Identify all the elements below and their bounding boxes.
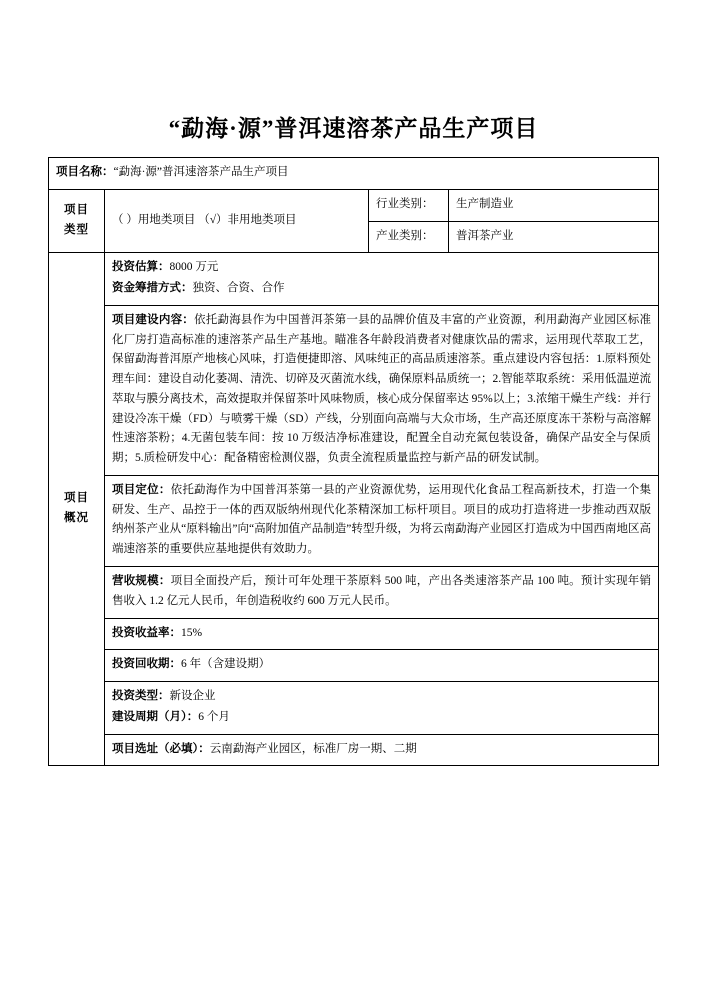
content-value: 依托勐海县作为中国普洱茶第一县的品牌价值及丰富的产业资源，利用勐海产业园区标准化厂房打造高标准的速溶茶产品生产基地。瞄准各年龄段消费者对健康饮品的需求，运用现代萃取工艺，保留勐海普洱原产地核心风味，打造便捷即溶、风味纯正的高品质速溶茶。重点建设内容包括：1.原料预处理车间：建设自动化萎凋、清洗、切碎及灭菌流水线，确保原料品质统一；2.智能萃取系统：采用低温逆流萃取与膜分离技术，高效提取并保留茶叶风味物质，核心成分保留率达 95%以上；3.浓缩干燥生产线：并行建设冷冻干燥（FD）与喷雾干燥（SD）产线，分别面向高端与大众市场，生产高还原度冻干茶粉与高溶解性速溶茶粉；4.无菌包装车间：按 10 万级洁净标准建设，配置全自动充氮包装设备，确保产品安全与保质期；5.质检研发中心：配备精密检测仪器，负责全流程质量监控与新产品的研发试制。 [111, 313, 652, 465]
investment-estimate-line [112, 258, 651, 278]
project-type-label-line1: 项目 [63, 203, 89, 216]
funding-line [112, 279, 651, 299]
investment-estimate-value: 8000 万元 [169, 261, 219, 274]
roi-value: 15% [180, 626, 203, 639]
roi-line [112, 624, 651, 644]
project-type-value: （ ）用地类项目 （√）非用地类项目 [104, 189, 368, 253]
scale-label: 营收规模： [111, 575, 171, 588]
overview-label-line2: 概况 [63, 511, 89, 524]
project-name-value: “勐海·源”普洱速溶茶产品生产项目 [113, 166, 289, 178]
positioning-cell [104, 475, 658, 566]
invest-type-line [112, 687, 651, 707]
industry-sector-value: 普洱茶产业 [448, 221, 658, 253]
page-title: “勐海·源”普洱速溶茶产品生产项目 [168, 116, 539, 141]
content-cell [104, 305, 658, 475]
investment-cell [104, 253, 658, 306]
table-row-project-name [48, 158, 658, 190]
content-paragraph [112, 311, 651, 469]
payback-cell [104, 650, 658, 682]
table-row-investment [48, 253, 658, 306]
table-row-content [48, 305, 658, 475]
roi-cell [104, 618, 658, 650]
payback-label: 投资回收期： [111, 658, 181, 671]
industry-category-value: 生产制造业 [448, 189, 658, 221]
investment-estimate-label: 投资估算： [111, 261, 170, 274]
content-label: 项目建设内容： [111, 313, 195, 326]
funding-value: 独资、合资、合作 [192, 282, 285, 295]
payback-value: 6 年（含建设期） [180, 658, 271, 671]
table-row-payback [48, 650, 658, 682]
roi-label: 投资收益率： [111, 626, 181, 639]
overview-label [48, 253, 104, 766]
industry-sector-label: 产业类别： [368, 221, 448, 253]
table-row-site [48, 734, 658, 766]
scale-cell [104, 567, 658, 619]
scale-paragraph [112, 572, 651, 612]
project-type-label [48, 189, 104, 253]
site-value: 云南勐海产业园区，标准厂房一期、二期 [209, 742, 417, 755]
project-name-cell [48, 158, 658, 190]
positioning-value: 依托勐海作为中国普洱茶第一县的产业资源优势，运用现代化食品工程高新技术，打造一个集研发、生产、品控于一体的西双版纳州现代化茶精深加工标杆项目。项目的成功打造将进一步推动西双版纳州茶产业从“原料输出”向“高附加值产品制造”转型升级，为将云南勐海产业园区打造成为中国西南地区高端速溶茶的重要供应基地提供有效助力。 [111, 483, 652, 556]
site-cell [104, 734, 658, 766]
positioning-label: 项目定位： [111, 483, 171, 496]
table-row-project-type [48, 189, 658, 221]
scale-value: 项目全面投产后，预计可年处理干茶原料 500 吨，产出各类速溶茶产品 100 吨。预计实现年销售收入 1.2 亿元人民币，年创造税收约 600 万元人民币。 [111, 575, 652, 607]
funding-label: 资金筹措方式： [111, 282, 193, 295]
payback-line [112, 655, 651, 675]
table-row-positioning [48, 475, 658, 566]
invest-type-label: 投资类型： [111, 690, 170, 703]
period-label: 建设周期（月）： [111, 710, 199, 723]
invest-type-cell [104, 682, 658, 735]
table-row-invest-type [48, 682, 658, 735]
period-value: 6 个月 [198, 710, 230, 723]
overview-label-line1: 项目 [63, 492, 89, 505]
project-type-label-line2: 类型 [63, 223, 89, 236]
invest-type-value: 新设企业 [169, 690, 216, 703]
table-row-roi [48, 618, 658, 650]
industry-category-label: 行业类别： [368, 189, 448, 221]
site-line [112, 740, 651, 760]
site-label: 项目选址（必填）： [111, 742, 210, 755]
table-row-scale [48, 567, 658, 619]
positioning-paragraph [112, 481, 651, 560]
project-name-label: 项目名称： [55, 166, 114, 178]
project-info-table [48, 157, 659, 766]
period-line [112, 708, 651, 728]
